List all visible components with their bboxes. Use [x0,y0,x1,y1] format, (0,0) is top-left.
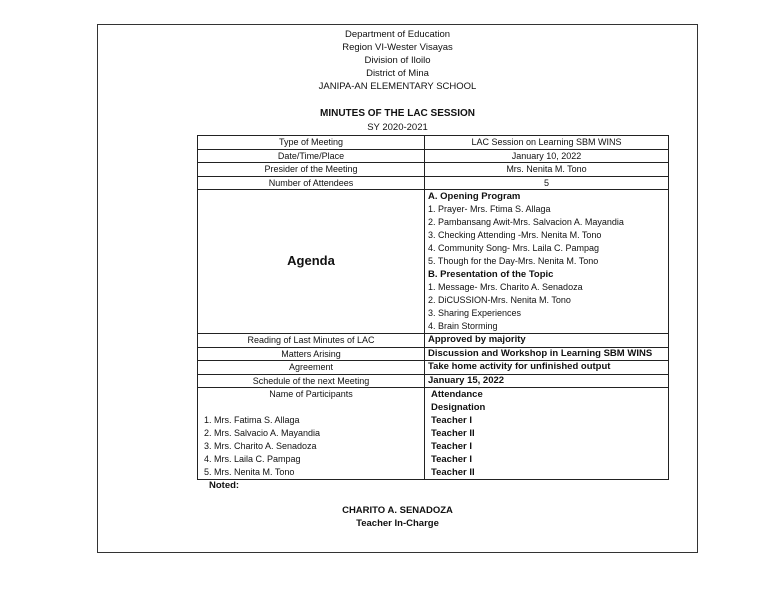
minutes-table [197,135,669,480]
row-label: Number of Attendees [198,176,425,190]
row-value: January 15, 2022 [425,374,669,388]
participants-label: Name of Participants [269,389,353,399]
agenda-item: 5. Though for the Day-Mrs. Nenita M. Tono [428,256,599,266]
row-label: Agreement [198,361,425,375]
participant-name: 5. Mrs. Nenita M. Tono [204,467,295,477]
row-label: Date/Time/Place [198,149,425,163]
agenda-item: 2. Pambansang Awit-Mrs. Salvacion A. Mayandia [428,217,624,227]
header-region: Region VI-Wester Visayas [342,42,453,53]
agenda-section-b: B. Presentation of the Topic [428,269,554,280]
table-row [198,347,669,361]
participant-name: 4. Mrs. Laila C. Pampag [204,454,301,464]
participants-names [198,388,425,480]
noted-label: Noted: [209,480,240,491]
row-value: Take home activity for unfinished output [425,361,669,375]
agenda-item: 2. DiCUSSION-Mrs. Nenita M. Tono [428,295,571,305]
signatory-name: CHARITO A. SENADOZA [342,505,453,516]
row-value: Discussion and Workshop in Learning SBM WINS [425,347,669,361]
signatory-position: Teacher In-Charge [356,518,439,529]
table-row [198,361,669,375]
table-row [198,176,669,190]
row-label: Type of Meeting [198,136,425,150]
participants-designations [425,388,669,480]
row-value: Approved by majority [425,334,669,348]
document-title: MINUTES OF THE LAC SESSION [319,108,475,119]
row-label: Reading of Last Minutes of LAC [198,334,425,348]
table-row [198,163,669,177]
participant-designation: Teacher II [431,467,475,478]
header-division: Division of Iloilo [364,55,431,66]
table-row [198,334,669,348]
header-district: District of Mina [366,68,429,79]
school-year: SY 2020-2021 [367,122,428,133]
agenda-section-a: A. Opening Program [428,191,521,202]
participant-name: 2. Mrs. Salvacio A. Mayandia [204,428,321,438]
agenda-item: 3. Checking Attending -Mrs. Nenita M. Tono [428,230,602,240]
designation-label: Designation [431,402,486,413]
participant-name: 1. Mrs. Fatima S. Allaga [204,415,300,425]
row-label: Schedule of the next Meeting [198,374,425,388]
participants-row [198,388,669,480]
agenda-item: 1. Message- Mrs. Charito A. Senadoza [428,282,583,292]
row-value: 5 [425,176,669,190]
table-row [198,149,669,163]
attendance-label: Attendance [431,389,483,400]
row-label: Matters Arising [198,347,425,361]
spacer [201,401,421,414]
agenda-row [198,190,669,334]
agenda-item: 1. Prayer- Mrs. Ftima S. Allaga [428,204,551,214]
table-row [198,136,669,150]
agenda-list [425,190,669,334]
participant-designation: Teacher I [431,415,473,426]
document-page [97,24,698,553]
agenda-item: 4. Brain Storming [428,321,498,331]
participant-designation: Teacher I [431,454,473,465]
agenda-item: 3. Sharing Experiences [428,308,522,318]
table-row [198,374,669,388]
header-block [98,28,697,93]
agenda-item: 4. Community Song- Mrs. Laila C. Pampag [428,243,600,253]
row-value: LAC Session on Learning SBM WINS [425,136,669,150]
participant-designation: Teacher I [431,441,473,452]
header-school: JANIPA-AN ELEMENTARY SCHOOL [318,81,477,92]
row-value: Mrs. Nenita M. Tono [425,163,669,177]
row-value: January 10, 2022 [425,149,669,163]
participant-name: 3. Mrs. Charito A. Senadoza [204,441,317,451]
participant-designation: Teacher II [431,428,475,439]
agenda-label: Agenda [198,190,425,334]
row-label: Presider of the Meeting [198,163,425,177]
header-department: Department of Education [344,29,451,40]
